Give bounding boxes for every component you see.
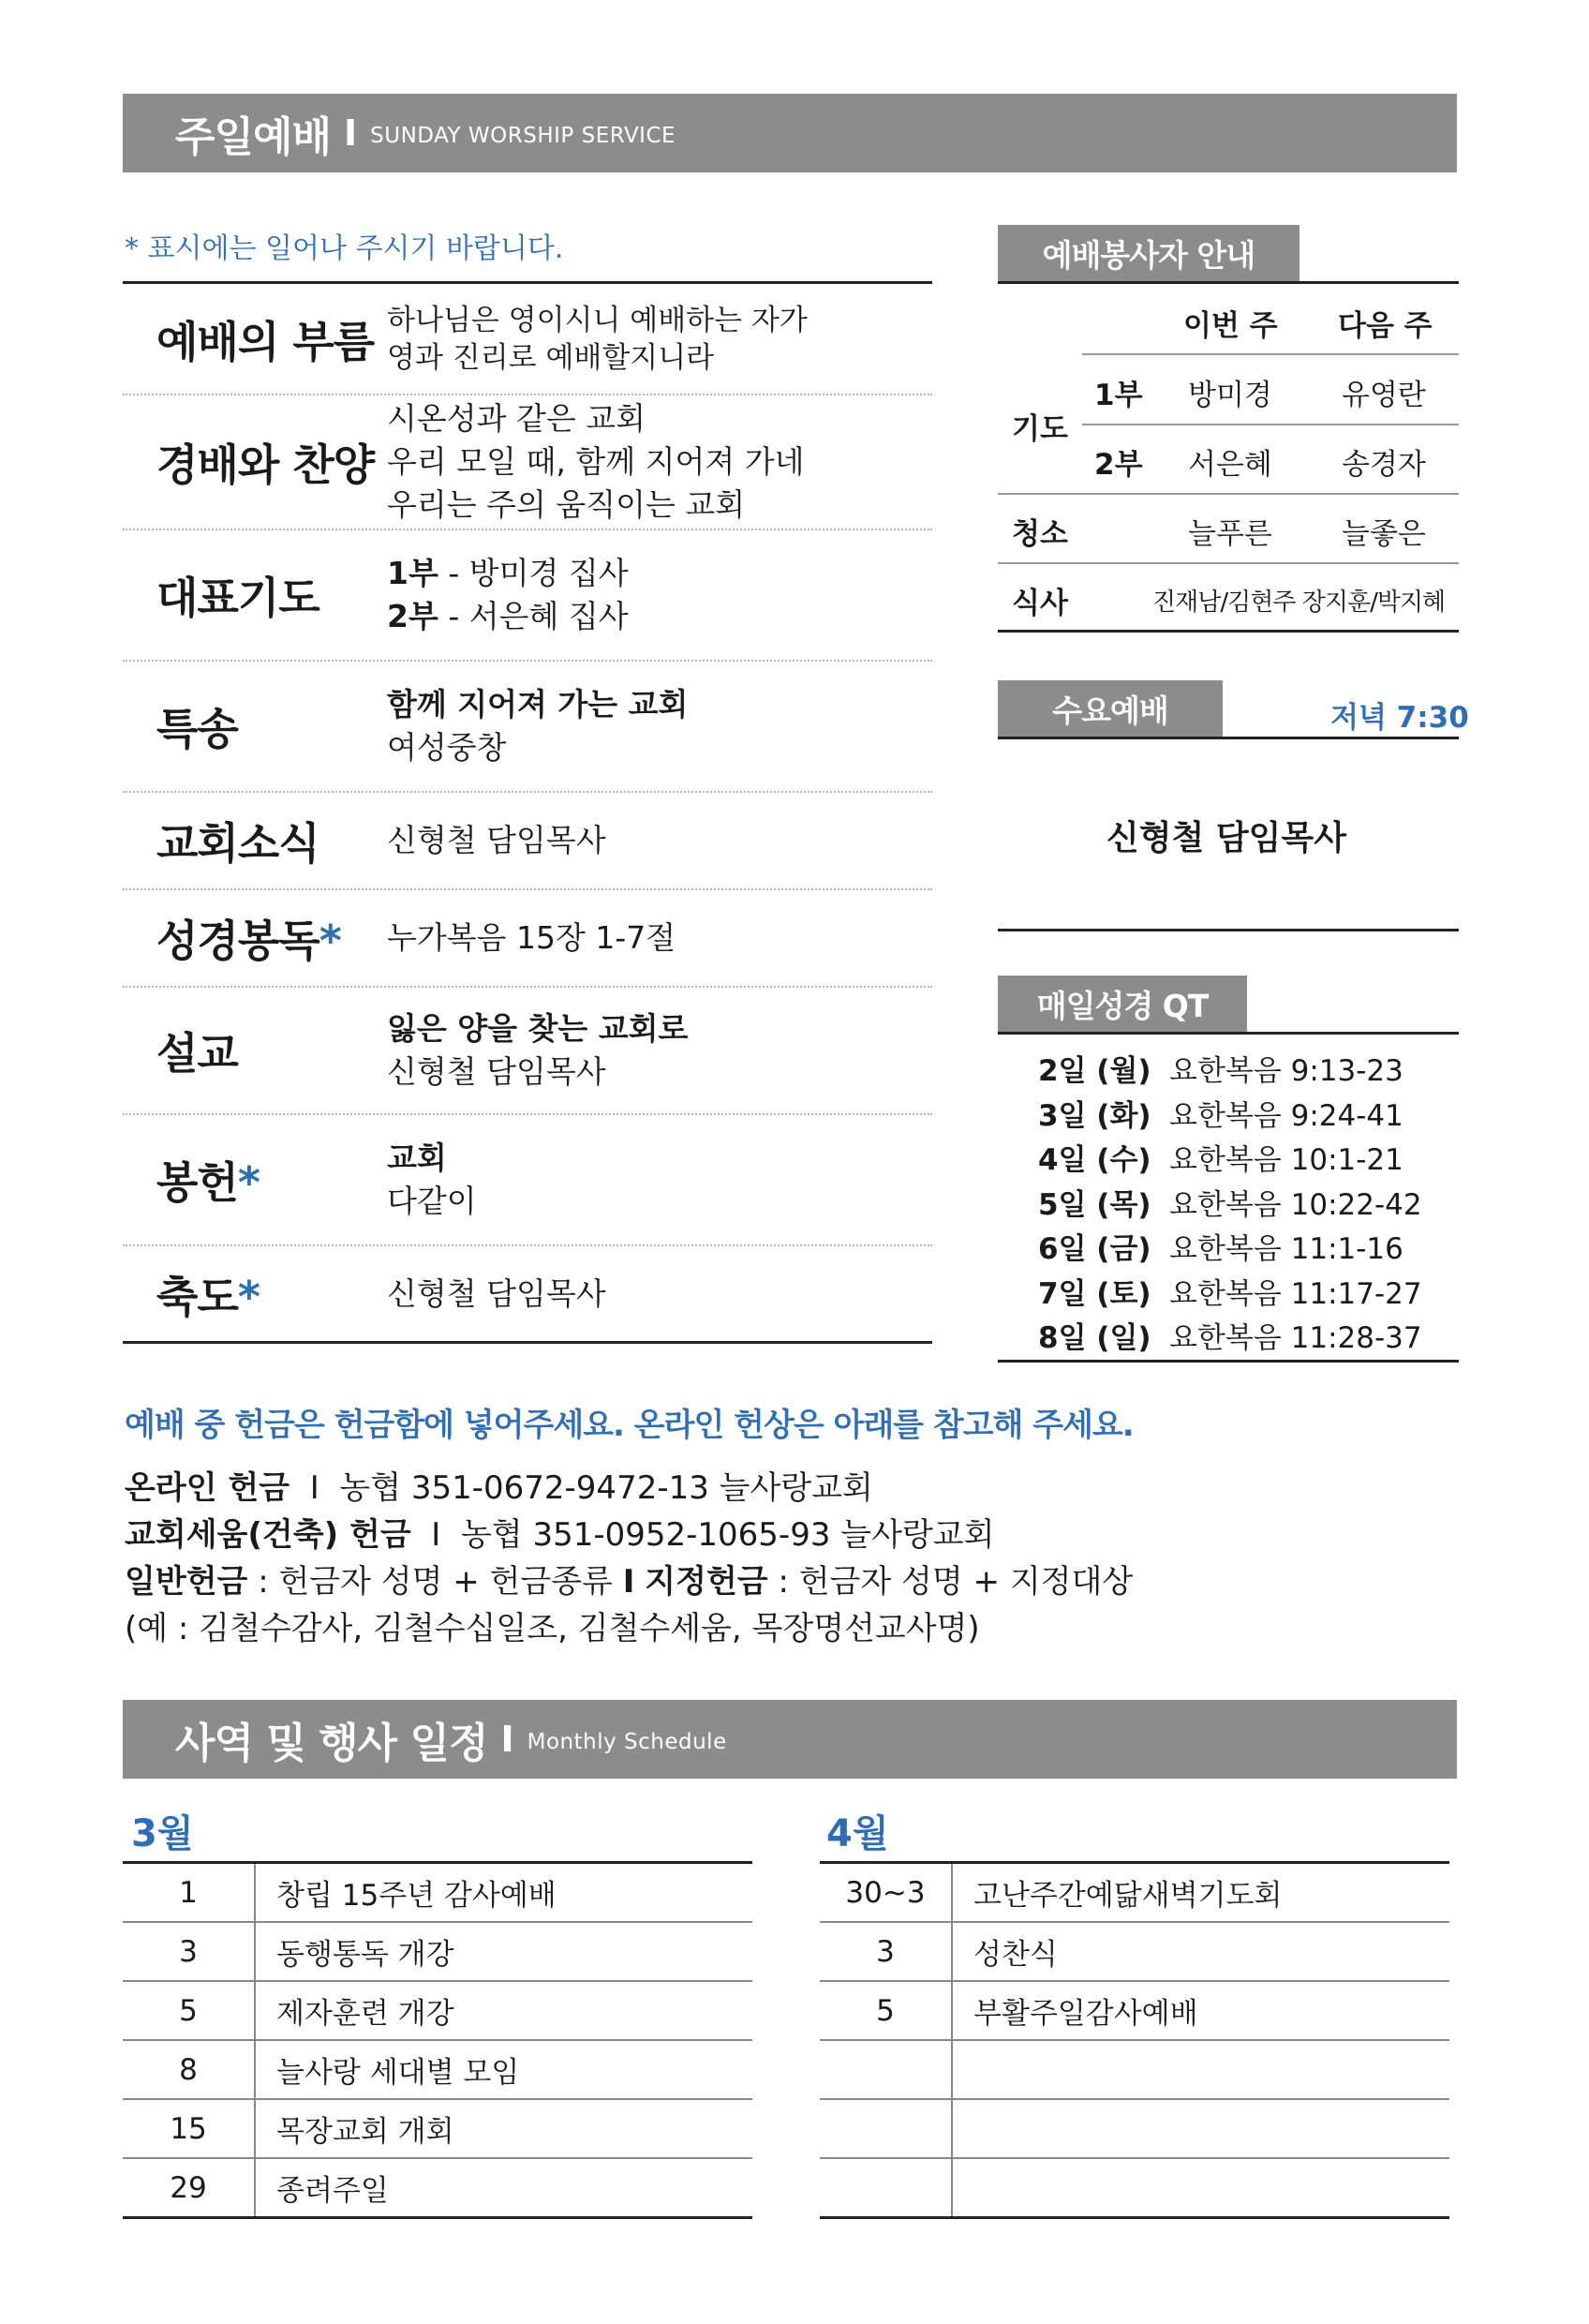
table-row: 3 동행통독 개강 [123, 1922, 752, 1981]
april-table [820, 1864, 1449, 2219]
march-table [123, 1864, 752, 2219]
qt-item: 4일 (수) 요한복음 10:1-21 [1038, 1143, 1403, 1177]
table-row: 1 창립 15주년 감사예배 [123, 1864, 752, 1922]
order-text: 하나님은 영이시니 예배하는 자가 영과 진리로 예배할지니라 [387, 303, 808, 375]
order-of-worship [123, 281, 932, 1344]
rule [998, 737, 1459, 739]
cleaning-label: 청소 [1012, 517, 1068, 551]
prayer-this: 방미경 [1188, 379, 1272, 412]
header-separator: I [500, 1719, 514, 1760]
qt-item: 7일 (토) 요한복음 11:17-27 [1038, 1276, 1422, 1311]
table-row [820, 2040, 1449, 2099]
cleaning-this: 늘푸른 [1188, 517, 1272, 551]
table-row [820, 2158, 1449, 2218]
qt-item: 8일 (일) 요한복음 11:28-37 [1038, 1321, 1422, 1355]
qt-tab: 매일성경 QT [998, 976, 1247, 1033]
prayer-part: 2부 [1094, 448, 1143, 482]
servers-tab: 예배봉사자 안내 [998, 225, 1299, 282]
table-row: 8 늘사랑 세대별 모임 [123, 2040, 752, 2099]
meal-value: 진재남/김현주 장지훈/박지혜 [1152, 588, 1446, 617]
cleaning-next: 늘좋은 [1342, 517, 1426, 551]
order-label: 예배의 부름 [156, 316, 375, 367]
schedule-subtitle: Monthly Schedule [527, 1730, 727, 1754]
rule [1082, 424, 1459, 425]
worship-subtitle: SUNDAY WORSHIP SERVICE [370, 124, 676, 148]
order-text: 신형철 담임목사 [387, 822, 606, 858]
order-row-benediction [123, 1246, 932, 1341]
order-label: 경배와 찬양 [156, 439, 375, 490]
table-row: 5 제자훈련 개강 [123, 1981, 752, 2040]
rule [998, 1360, 1459, 1363]
order-text: 함께 지어져 가는 교회 여성중창 [387, 686, 689, 766]
table-row: 29 종려주일 [123, 2158, 752, 2218]
offering-general: 일반헌금 : 헌금자 성명 + 헌금종류 I 지정헌금 : 헌금자 성명 + 지정대상 [125, 1563, 1134, 1601]
prayer-part: 1부 [1094, 379, 1143, 412]
wednesday-preacher: 신형철 담임목사 [1106, 819, 1346, 857]
offering-notice: 예배 중 헌금은 헌금함에 넣어주세요. 온라인 헌상은 아래를 참고해 주세요. [125, 1407, 1134, 1444]
qt-list [1038, 1050, 1422, 1362]
qt-item: 5일 (목) 요한복음 10:22-42 [1038, 1187, 1422, 1222]
rule [1082, 353, 1459, 355]
prayer-label: 기도 [1012, 412, 1068, 446]
order-label: 교회소식 [156, 818, 319, 869]
order-label: 봉헌* [156, 1157, 260, 1208]
order-label: 성경봉독* [156, 916, 341, 966]
order-text: 1부 - 방미경 집사 2부 - 서은혜 집사 [387, 555, 629, 634]
standing-note: * 표시에는 일어나 주시기 바랍니다. [125, 232, 564, 265]
order-row-prayer [123, 530, 932, 662]
order-label: 설교 [156, 1028, 238, 1079]
march-title: 3월 [131, 1812, 194, 1855]
offering-building: 교회세움(건축) 헌금 I 농협 351-0952-1065-93 늘사랑교회 [125, 1516, 995, 1554]
wednesday-time: 저녁 7:30 [1330, 701, 1469, 735]
schedule-title: 사역 및 행사 일정 [175, 1720, 488, 1767]
prayer-this: 서은혜 [1188, 448, 1272, 482]
col-next-week: 다음 주 [1338, 309, 1433, 343]
table-row: 3 성찬식 [820, 1922, 1449, 1981]
rule [998, 1032, 1459, 1035]
order-row-sermon [123, 988, 932, 1115]
order-text: 잃은 양을 찾는 교회로 신형철 담임목사 [387, 1010, 689, 1090]
order-row-call-to-worship [123, 284, 932, 395]
order-row-praise [123, 395, 932, 530]
order-row-offering [123, 1115, 932, 1246]
order-row-special-song [123, 662, 932, 793]
servers-bottom-rule [998, 630, 1459, 633]
header-separator: I [344, 112, 358, 154]
order-text: 시온성과 같은 교회 우리 모일 때, 함께 지어져 가네 우리는 주의 움직이는 교회 [387, 400, 805, 523]
meal-label: 식사 [1012, 587, 1068, 620]
schedule-header [123, 1700, 1457, 1779]
table-row: 5 부활주일감사예배 [820, 1981, 1449, 2040]
order-text: 교회 다같이 [387, 1140, 477, 1219]
prayer-next: 송경자 [1342, 448, 1426, 482]
table-row: 30~3 고난주간예닮새벽기도회 [820, 1864, 1449, 1922]
rule [998, 493, 1459, 495]
rule [998, 929, 1459, 931]
servers-top-rule [998, 281, 1459, 284]
wednesday-tab: 수요예배 [998, 680, 1223, 737]
order-label: 대표기도 [156, 573, 319, 623]
table-row [820, 2099, 1449, 2158]
order-row-news [123, 793, 932, 890]
prayer-next: 유영란 [1342, 379, 1426, 412]
rule [998, 562, 1459, 564]
col-this-week: 이번 주 [1183, 309, 1278, 343]
qt-item: 6일 (금) 요한복음 11:1-16 [1038, 1232, 1403, 1266]
order-row-scripture [123, 890, 932, 988]
order-label: 축도* [156, 1271, 260, 1322]
table-row: 15 목장교회 개회 [123, 2099, 752, 2158]
april-title: 4월 [826, 1812, 889, 1855]
qt-item: 2일 (월) 요한복음 9:13-23 [1038, 1054, 1403, 1088]
order-text: 신형철 담임목사 [387, 1274, 606, 1312]
offering-online: 온라인 헌금 I 농협 351-0672-9472-13 늘사랑교회 [125, 1469, 873, 1507]
worship-header [123, 94, 1457, 172]
offering-example: (예 : 김철수감사, 김철수십일조, 김철수세움, 목장명선교사명) [125, 1610, 980, 1647]
worship-title: 주일예배 [175, 113, 332, 161]
order-text: 누가복음 15장 1-7절 [387, 919, 676, 956]
order-label: 특송 [156, 704, 238, 754]
qt-item: 3일 (화) 요한복음 9:24-41 [1038, 1098, 1403, 1133]
